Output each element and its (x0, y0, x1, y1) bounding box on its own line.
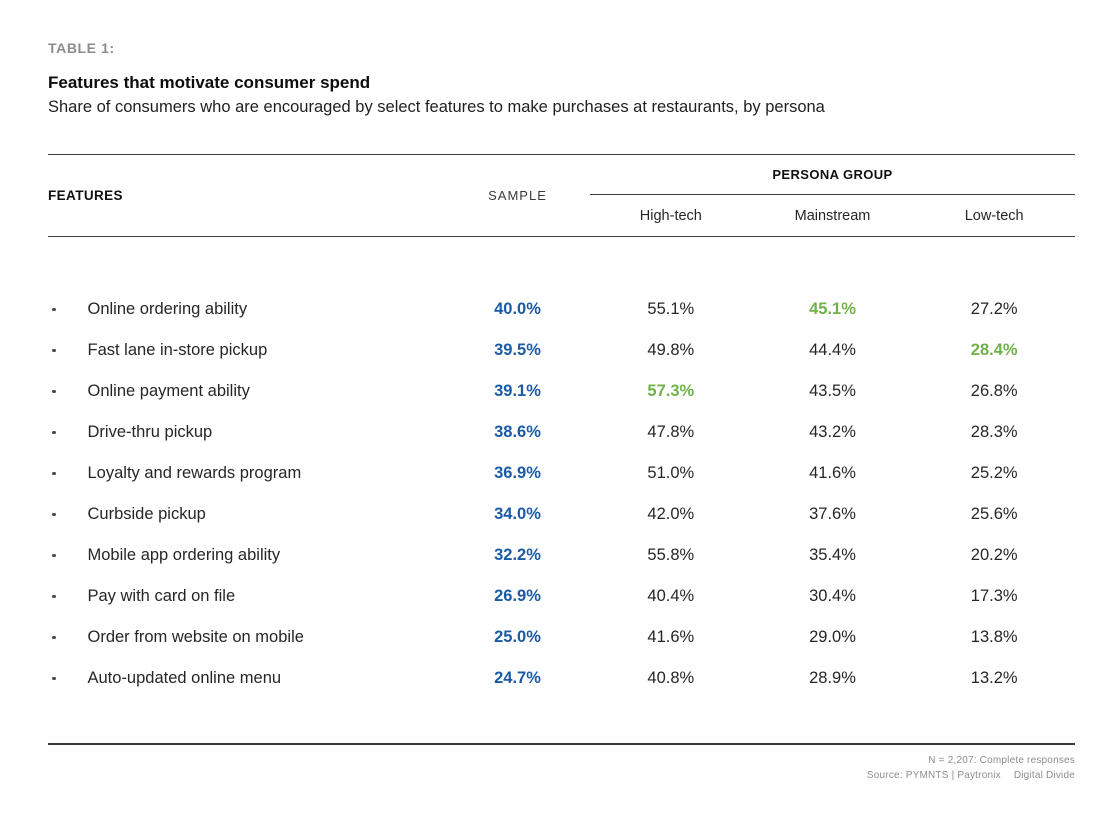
table-row (48, 289, 1075, 330)
table-title: Features that motivate consumer spend (48, 73, 371, 92)
bullet-icon (52, 431, 56, 435)
high-tech-value: 42.0% (647, 505, 695, 523)
sample-value: 36.9% (494, 464, 541, 482)
mainstream-value: 43.2% (809, 423, 856, 441)
low-tech-value: 25.2% (970, 464, 1018, 482)
high-tech-value: 40.4% (647, 587, 695, 605)
table-row (48, 535, 1075, 576)
high-tech-value: 57.3% (647, 382, 695, 400)
low-tech-value: 28.3% (970, 423, 1018, 441)
feature-cell (48, 669, 445, 688)
source-text: Source: PYMNTS | Paytronix (866, 770, 1001, 781)
sample-value: 34.0% (494, 505, 541, 523)
table-row (48, 330, 1075, 371)
sample-value: 40.0% (494, 300, 541, 318)
feature-label: Curbside pickup (87, 505, 206, 523)
feature-label: Loyalty and rewards program (87, 464, 302, 482)
low-tech-value: 26.8% (970, 382, 1018, 400)
feature-label: Pay with card on file (87, 587, 236, 605)
bullet-icon (52, 513, 56, 517)
persona-group-header (590, 155, 1075, 236)
feature-label: Online ordering ability (87, 300, 248, 318)
mainstream-value: 30.4% (809, 587, 856, 605)
table-header (48, 154, 1075, 237)
feature-cell (48, 423, 445, 442)
bullet-icon (52, 595, 56, 599)
bullet-icon (52, 677, 56, 681)
feature-label: Fast lane in-store pickup (87, 341, 268, 359)
bullet-icon (52, 308, 56, 312)
table-body (48, 289, 1075, 699)
high-tech-value: 55.1% (647, 300, 695, 318)
feature-cell (48, 628, 445, 647)
feature-cell (48, 464, 445, 483)
low-tech-value: 13.8% (970, 628, 1018, 646)
table-row (48, 617, 1075, 658)
footnote (48, 753, 1075, 783)
source-line (48, 768, 1075, 783)
sample-note: N = 2,207: Complete responses (928, 755, 1075, 766)
table-row (48, 494, 1075, 535)
feature-cell (48, 546, 445, 565)
low-tech-value: 25.6% (970, 505, 1018, 523)
table-row (48, 412, 1075, 453)
mainstream-value: 41.6% (809, 464, 856, 482)
table-row (48, 658, 1075, 699)
high-tech-value: 55.8% (647, 546, 695, 564)
source-suffix: Digital Divide (1013, 770, 1075, 781)
bullet-icon (52, 472, 56, 476)
high-tech-value: 40.8% (647, 669, 695, 687)
low-tech-value: 17.3% (970, 587, 1018, 605)
high-tech-value: 41.6% (647, 628, 695, 646)
bullet-icon (52, 554, 56, 558)
bullet-icon (52, 390, 56, 394)
sample-value: 38.6% (494, 423, 541, 441)
mainstream-value: 44.4% (809, 341, 856, 359)
sample-value: 25.0% (494, 628, 541, 646)
mainstream-value: 28.9% (809, 669, 856, 687)
feature-label: Online payment ability (87, 382, 250, 400)
feature-label: Mobile app ordering ability (87, 546, 281, 564)
mainstream-value: 35.4% (809, 546, 856, 564)
feature-label: Order from website on mobile (87, 628, 304, 646)
low-tech-value: 13.2% (970, 669, 1018, 687)
table-row (48, 371, 1075, 412)
feature-cell (48, 382, 445, 401)
feature-cell (48, 587, 445, 606)
sample-value: 32.2% (494, 546, 541, 564)
column-header-sample: SAMPLE (488, 188, 547, 203)
mainstream-value: 29.0% (809, 628, 856, 646)
low-tech-value: 28.4% (970, 341, 1018, 359)
mainstream-value: 37.6% (809, 505, 856, 523)
sample-value: 24.7% (494, 669, 541, 687)
persona-subheaders (590, 195, 1075, 236)
column-header-features: FEATURES (48, 188, 123, 203)
feature-label: Drive-thru pickup (87, 423, 213, 441)
low-tech-value: 20.2% (970, 546, 1018, 564)
high-tech-value: 49.8% (647, 341, 695, 359)
column-header-mainstream: Mainstream (794, 207, 871, 224)
feature-cell (48, 341, 445, 360)
bullet-icon (52, 636, 56, 640)
sample-value: 26.9% (494, 587, 541, 605)
sample-value: 39.5% (494, 341, 541, 359)
table-subtitle: Share of consumers who are encouraged by select features to make purchases at restaurants, by persona (48, 98, 825, 116)
sample-value: 39.1% (494, 382, 541, 400)
mainstream-value: 43.5% (809, 382, 856, 400)
column-header-high-tech: High-tech (639, 207, 702, 224)
feature-cell (48, 300, 445, 319)
feature-label: Auto-updated online menu (87, 669, 282, 687)
bullet-icon (52, 349, 56, 353)
mainstream-value: 45.1% (809, 300, 856, 318)
high-tech-value: 51.0% (647, 464, 695, 482)
table-row (48, 576, 1075, 617)
feature-cell (48, 505, 445, 524)
column-header-low-tech: Low-tech (964, 207, 1024, 224)
table-row (48, 453, 1075, 494)
column-header-persona-group: PERSONA GROUP (590, 155, 1075, 195)
high-tech-value: 47.8% (647, 423, 695, 441)
footer-divider (48, 743, 1075, 745)
table-label: TABLE 1: (48, 40, 115, 56)
low-tech-value: 27.2% (970, 300, 1018, 318)
